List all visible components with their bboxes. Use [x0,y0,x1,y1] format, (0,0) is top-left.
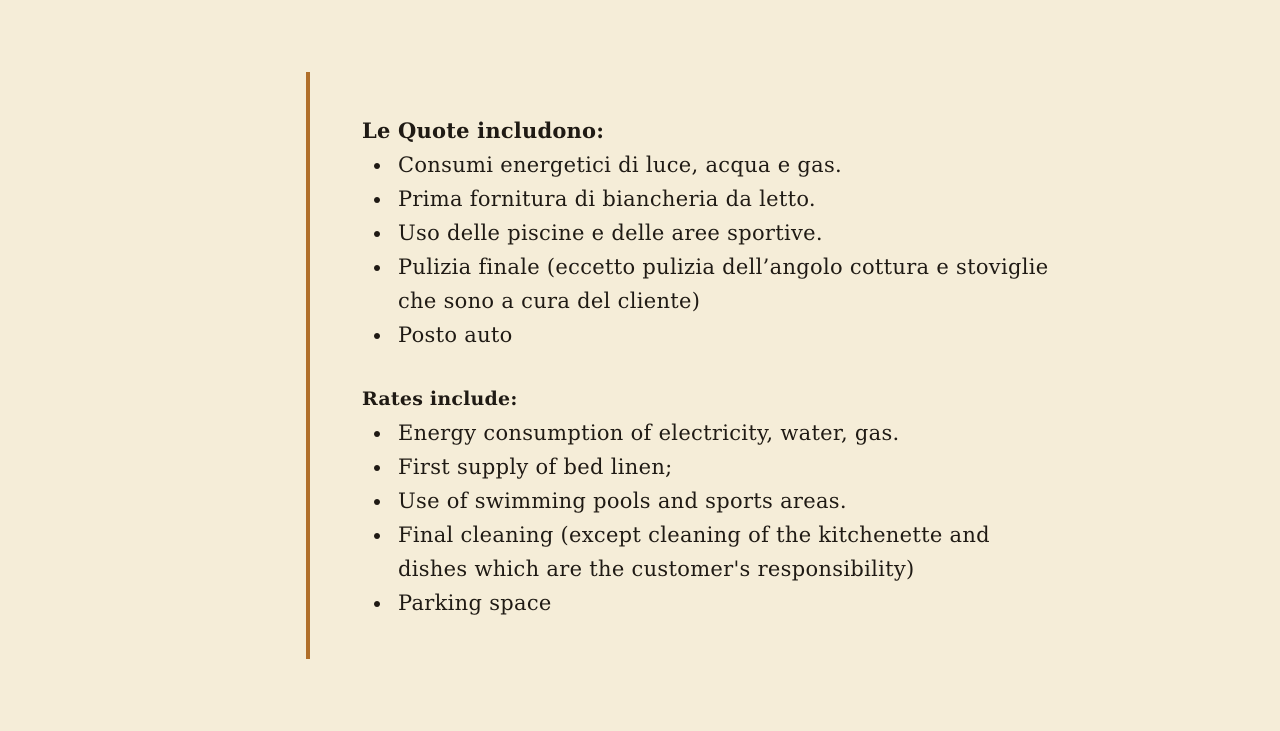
english-section [362,382,1062,620]
english-heading: Rates include: [362,388,518,410]
list-item: First supply of bed linen; [362,450,1062,484]
rates-content [362,114,1062,620]
list-item: Use of swimming pools and sports areas. [362,484,1062,518]
list-item: Prima fornitura di biancheria da letto. [362,182,1062,216]
list-item: Uso delle piscine e delle aree sportive. [362,216,1062,250]
italian-list [362,148,1062,352]
list-item: Final cleaning (except cleaning of the kitchenette and dishes which are the customer's responsibility) [362,518,1062,586]
list-item: Pulizia finale (eccetto pulizia dell’angolo cottura e stoviglie che sono a cura del cliente) [362,250,1062,318]
english-list [362,416,1062,620]
list-item: Parking space [362,586,1062,620]
accent-bar [306,72,310,659]
italian-section [362,114,1062,352]
list-item: Energy consumption of electricity, water, gas. [362,416,1062,450]
list-item: Consumi energetici di luce, acqua e gas. [362,148,1062,182]
italian-heading: Le Quote includono: [362,118,605,143]
list-item: Posto auto [362,318,1062,352]
